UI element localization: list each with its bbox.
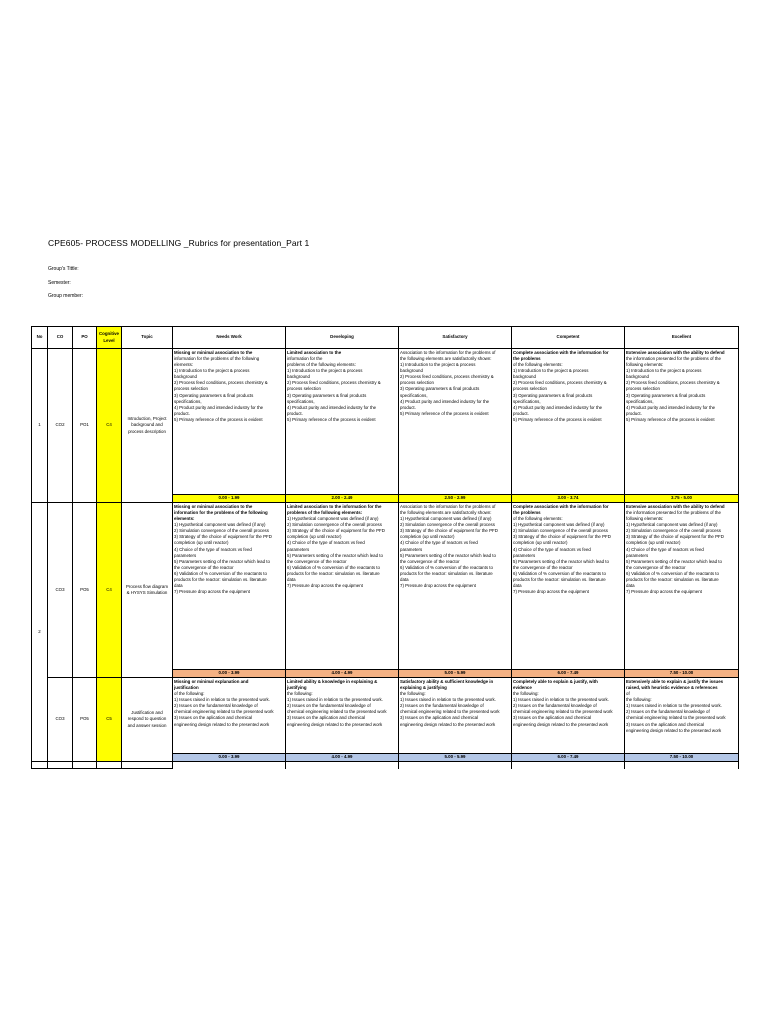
tail-cell <box>512 762 625 769</box>
description-line: 5) Parameters setting of the reactor which lead to <box>400 552 496 558</box>
description-line: elements: <box>174 362 194 368</box>
description-lead-line: elements: <box>174 516 195 522</box>
description-line: engineering design related to the presented work <box>400 721 496 727</box>
description-lead-line: evidence <box>513 685 532 691</box>
description-line: parameters <box>174 552 197 558</box>
description-line: data <box>626 583 635 589</box>
tail-cell <box>625 762 739 769</box>
description-line: 6) Validation of % conversion of the reactants to <box>174 570 267 576</box>
topic-cell <box>122 503 173 678</box>
header-cognitive-level <box>97 327 122 349</box>
description-lead-line: Limited association to the information for the <box>287 504 382 509</box>
co-cell: CO3 <box>48 503 73 678</box>
cognitive-level-cell: C4 <box>97 503 122 678</box>
description-line: 6) Validation of % conversion of the reactants to <box>287 564 380 570</box>
score-competent: 6.00 - 7.49 <box>512 754 625 762</box>
co-cell: CO2 <box>48 349 73 503</box>
excellent-description <box>625 349 739 495</box>
description-line: products for the reactor: simulation vs. literature <box>626 576 719 582</box>
row-number: 1 <box>32 349 48 503</box>
description-line: parameters <box>626 552 649 558</box>
description-line: 7) Pressure drop across the equipment <box>513 589 589 595</box>
description-lead-line: Completely able to explain & justify, with <box>513 679 598 684</box>
description-line: 3) Issues on the aplication and chemical <box>626 721 705 727</box>
description-lead-line: Extensive association with the ability to defend <box>626 350 725 355</box>
description-line: information for the problems of the following <box>174 356 260 362</box>
topic-line: process description <box>128 428 166 434</box>
description-lead-line: Limited association to the <box>287 350 342 355</box>
header-row <box>32 327 739 349</box>
po-cell: PO5 <box>73 503 97 678</box>
developing-description <box>286 678 399 754</box>
description-line: product. <box>400 404 416 410</box>
description-line: product. <box>287 410 303 416</box>
description-line: 3) Strategy of the choice of equipment for the PFD <box>174 534 272 540</box>
description-line: 6) Validation of % conversion of the reactants to <box>513 570 606 576</box>
competent-description <box>512 678 625 754</box>
description-line: problems of the following elements: <box>287 362 356 368</box>
description-lead-line: Extensively able to explain & justify the issues <box>626 679 724 684</box>
description-line: specifications, <box>513 398 541 404</box>
topic-line: & HYSYS Simulation <box>126 590 168 595</box>
satisfactory-description <box>399 503 512 670</box>
header-no: No <box>32 327 48 349</box>
description-line: 2) Issues on the fundamental knowledge of <box>626 709 710 715</box>
description-line: 5) Parameters setting of the reactor which lead to <box>513 558 609 564</box>
description-line: 3) Issues on the aplication and chemical <box>287 715 366 721</box>
description-line: 1) Hypothetical component was defined (if any) <box>287 516 379 522</box>
description-line: product. <box>626 410 642 416</box>
score-needs-work: 0.00 - 3.99 <box>173 670 286 678</box>
description-line: 5) Primary reference of the process is evident <box>400 410 489 416</box>
description-line: the convergence of the reactor <box>174 564 234 570</box>
description-line: 3) Operating parameters & final products <box>174 392 254 398</box>
description-line: chemical engineering related to the presented work <box>174 709 274 715</box>
header-cognitive-line-1: Cognitive <box>98 331 119 337</box>
needs-work-description <box>173 678 286 754</box>
description-line: 2) Process feed conditions, process chemistry & <box>174 380 268 386</box>
rubric-table <box>31 326 739 769</box>
description-lead-line: Missing or minimal association to the <box>174 350 253 355</box>
score-excellent: 7.50 - 10.00 <box>625 754 739 762</box>
description-line: 4) Product purity and intended industry for the <box>174 404 264 410</box>
description-line: engineering design related to the presented work <box>174 721 270 727</box>
description-line: products for the reactor: simulation vs. literature <box>174 576 267 582</box>
description-line: chemical engineering related to the presented work <box>513 709 613 715</box>
tail-cell <box>399 762 512 769</box>
description-line: data <box>287 576 296 582</box>
description-line: 4) Choice of the type of reactors vs feed <box>287 540 365 546</box>
score-needs-work: 0.00 - 3.99 <box>173 754 286 762</box>
description-line: 6) Validation of % conversion of the reactants to <box>400 564 493 570</box>
description-line: 5) Primary reference of the process is evident <box>513 416 602 422</box>
developing-description <box>286 503 399 670</box>
description-line: 2) Process feed conditions, process chemistry & <box>400 374 494 380</box>
description-line: 2) Issues on the fundamental knowledge of <box>174 703 258 709</box>
description-lead-line: justifying <box>287 685 307 691</box>
competent-description <box>512 349 625 495</box>
score-needs-work: 0.00 - 1.99 <box>173 495 286 503</box>
description-line: the information presented for the problems of the <box>626 356 721 362</box>
description-line: 5) Parameters setting of the reactor which lead to <box>626 558 722 564</box>
criteria-row-3 <box>32 678 739 754</box>
needs-work-description <box>173 349 286 495</box>
description-line: process selection <box>626 386 660 392</box>
po-cell: PO1 <box>73 349 97 503</box>
tail-cell <box>97 762 122 769</box>
description-line: data <box>400 576 409 582</box>
description-line: 2) Simulation convergence of the overall process <box>174 528 269 534</box>
tail-cell <box>73 762 97 769</box>
description-line: specifications, <box>287 398 315 404</box>
score-excellent: 3.75 - 5.00 <box>625 495 739 503</box>
score-competent: 6.00 - 7.49 <box>512 670 625 678</box>
description-line: chemical engineering related to the presented work <box>400 709 500 715</box>
score-developing: 2.00 - 2.49 <box>286 495 399 503</box>
tail-cell <box>122 762 173 769</box>
description-line: 5) Primary reference of the process is evident <box>287 416 376 422</box>
header-developing: Developing <box>286 327 399 349</box>
description-line: 3) Operating parameters & final products <box>513 392 593 398</box>
description-line: 4) Choice of the type of reactors vs feed <box>400 540 478 546</box>
description-line: specifications, <box>400 392 428 398</box>
description-line: product. <box>174 410 190 416</box>
description-line: process selection <box>287 386 321 392</box>
score-developing: 4.00 - 4.99 <box>286 754 399 762</box>
description-line: 3) Operating parameters & final products <box>287 392 367 398</box>
description-lead-line: explaining & justifying <box>400 685 447 691</box>
description-line: 2) Process feed conditions, process chemistry & <box>287 380 381 386</box>
excellent-description <box>625 678 739 754</box>
description-line: parameters <box>513 552 536 558</box>
topic-cell <box>122 678 173 762</box>
description-line: of the following elements: <box>513 516 563 522</box>
description-line: 4) Product purity and intended industry for the <box>400 398 490 404</box>
description-line: products for the reactor: simulation vs. literature <box>400 570 493 576</box>
header-cognitive-line-2: Level <box>103 337 115 343</box>
score-satisfactory: 5.00 - 5.99 <box>399 670 512 678</box>
satisfactory-description <box>399 678 512 754</box>
description-line: Association to the information for the problems of <box>400 350 496 355</box>
description-line: 1) Issues raised in relation to the presented work. <box>513 697 609 703</box>
co-cell: CO3 <box>48 678 73 762</box>
description-line: process selection <box>174 386 208 392</box>
header-needs-work: Needs Work <box>173 327 286 349</box>
description-line: background <box>626 374 649 380</box>
description-line: 5) Primary reference of the process is evident <box>174 416 263 422</box>
po-cell: PO5 <box>73 678 97 762</box>
description-line: 3) Strategy of the choice of equipment for the PFD <box>626 534 724 540</box>
description-line: 1) Introduction to the project & process <box>626 368 702 374</box>
description-line: following elements: <box>626 362 664 368</box>
description-line: 1) Issues raised in relation to the presented work. <box>287 697 383 703</box>
description-line: 2) Simulation convergence of the overall process <box>400 522 495 528</box>
description-line: 2) Issues on the fundamental knowledge of <box>513 703 597 709</box>
description-line: 1) Introduction to the project & process <box>287 368 363 374</box>
description-lead-line: the problems <box>513 356 541 362</box>
description-line: Association to the information for the problems of <box>400 504 496 509</box>
group-member-label: Group member: <box>48 293 84 299</box>
description-line: background <box>287 374 310 380</box>
description-line: 3) Strategy of the choice of equipment for the PFD <box>287 528 385 534</box>
description-line: 1) Issues raised in relation to the presented work. <box>400 697 496 703</box>
description-line: the following: <box>400 691 426 697</box>
description-line: completion (up until reactor) <box>626 540 681 546</box>
description-lead-line: Missing or minimal association to the <box>174 504 253 509</box>
description-line: 3) Issues on the aplication and chemical <box>513 715 592 721</box>
competent-description <box>512 503 625 670</box>
description-line: of the following: <box>174 691 205 697</box>
description-line: 4) Product purity and intended industry for the <box>287 404 377 410</box>
developing-description <box>286 349 399 495</box>
score-developing: 4.00 - 4.99 <box>286 670 399 678</box>
description-line: the following elements are satisfactorily shown: <box>400 510 492 516</box>
description-line: the following: <box>513 691 539 697</box>
description-line: 1) Issues raised in relation to the presented work. <box>626 703 722 709</box>
header-co: CO <box>48 327 73 349</box>
description-line: 1) Issues raised in relation to the presented work. <box>174 697 270 703</box>
description-lead-line: Complete association with the information for <box>513 504 609 509</box>
description-line: 3) Strategy of the choice of equipment for the PFD <box>513 534 611 540</box>
description-line: 1) Hypothetical component was defined (if any) <box>626 522 718 528</box>
description-lead-line: Extensive association with the ability to defend <box>626 504 725 509</box>
description-lead-line: raised, with heuristic evidence & references <box>626 685 718 691</box>
tail-cell <box>173 762 286 769</box>
description-line: 3) Operating parameters & final products <box>400 386 480 392</box>
cognitive-level-cell: C5 <box>97 678 122 762</box>
tail-cell <box>48 762 73 769</box>
description-line: 5) Primary reference of the process is evident <box>626 416 715 422</box>
description-line: 1) Introduction to the project & process <box>400 362 476 368</box>
description-line: background <box>400 368 423 374</box>
semester-label: Semester: <box>48 280 71 286</box>
description-line: completion (up until reactor) <box>174 540 229 546</box>
topic-cell <box>122 349 173 503</box>
description-line: 5) Parameters setting of the reactor which lead to <box>174 558 270 564</box>
topic-line: Justification and <box>131 710 163 716</box>
description-line: specifications, <box>174 398 202 404</box>
description-line: engineering design related to the presented work <box>513 721 609 727</box>
description-line: engineering design related to the presented work <box>287 721 383 727</box>
description-line: parameters <box>287 546 310 552</box>
description-line: the convergence of the reactor <box>287 558 347 564</box>
description-line: 2) Issues on the fundamental knowledge of <box>287 703 371 709</box>
page-title: CPE605- PROCESS MODELLING _Rubrics for presentation_Part 1 <box>48 238 310 248</box>
description-line: the following elements are satisfactorily shown: <box>400 356 492 362</box>
description-lead-line: justification <box>174 685 199 691</box>
satisfactory-description <box>399 349 512 495</box>
description-line: parameters <box>400 546 423 552</box>
description-line: 4) Product purity and intended industry for the <box>513 404 603 410</box>
description-line: 2) Process feed conditions, process chemistry & <box>513 380 607 386</box>
description-line: 7) Pressure drop across the equipment <box>287 583 363 589</box>
description-line: 2) Issues on the fundamental knowledge of <box>400 703 484 709</box>
score-excellent: 7.50 - 10.00 <box>625 670 739 678</box>
description-line: the convergence of the reactor <box>626 564 686 570</box>
description-line: completion (up until reactor) <box>287 534 342 540</box>
description-line: completion (up until reactor) <box>400 534 455 540</box>
description-line: 1) Introduction to the project & process <box>174 368 250 374</box>
table-tail-row <box>32 762 739 769</box>
header-po: PO <box>73 327 97 349</box>
description-line: 1) Hypothetical component was defined (if any) <box>174 522 266 528</box>
description-line: 7) Pressure drop across the equipment <box>626 589 702 595</box>
description-line: 4) Product purity and intended industry for the <box>626 404 716 410</box>
description-line: 3) Issues on the aplication and chemical <box>174 715 253 721</box>
description-line: the information presented for the problems of the <box>626 510 721 516</box>
header-satisfactory: Satisfactory <box>399 327 512 349</box>
header-excellent: Excellent <box>625 327 739 349</box>
criteria-row-2 <box>32 503 739 670</box>
description-line: products for the reactor: simulation vs. literature <box>287 570 380 576</box>
header-competent: Competent <box>512 327 625 349</box>
description-lead-line: Satisfactory ability & sufficient knowledge in <box>400 679 494 684</box>
description-line: information for the <box>287 356 323 362</box>
description-line: 3) Strategy of the choice of equipment for the PFD <box>400 528 498 534</box>
header-topic: Topic <box>122 327 173 349</box>
description-line: of <box>626 691 630 697</box>
description-lead-line: Missing or minimal explanation and <box>174 679 249 684</box>
description-line: following elements: <box>626 516 664 522</box>
description-lead-line: information for the problems of the following <box>174 510 268 516</box>
description-line: 1) Hypothetical component was defined (if any) <box>400 516 492 522</box>
description-lead-line: problems of the following elements: <box>287 510 363 516</box>
description-line: 2) Simulation convergence of the overall process <box>626 528 721 534</box>
description-line: 1) Hypothetical component was defined (if any) <box>513 522 605 528</box>
description-line: 4) Choice of the type of reactors vs feed <box>626 546 704 552</box>
topic-line: Introduction, Project <box>127 416 167 422</box>
description-line: 1) Introduction to the project & process <box>513 368 589 374</box>
score-competent: 3.00 - 3.74 <box>512 495 625 503</box>
description-line: 2) Simulation convergence of the overall process <box>287 522 382 528</box>
description-line: 2) Simulation convergence of the overall process <box>513 528 608 534</box>
topic-line: respond to question <box>127 716 167 722</box>
description-line: specifications, <box>626 398 654 404</box>
description-line: chemical engineering related to the presented work <box>626 715 726 721</box>
description-line: 7) Pressure drop across the equipment <box>174 589 250 595</box>
description-line: the following: <box>626 697 652 703</box>
description-line: background <box>174 374 197 380</box>
description-line: 7) Pressure drop across the equipment <box>400 583 476 589</box>
topic-line: Process flow diagram <box>126 583 168 589</box>
description-line: 4) Choice of the type of reactors vs feed <box>174 546 252 552</box>
description-line: background <box>513 374 536 380</box>
description-line: chemical engineering related to the presented work <box>287 709 387 715</box>
description-line: 3) Issues on the aplication and chemical <box>400 715 479 721</box>
topic-line: and answer session <box>127 722 167 728</box>
description-lead-line: Limited ability & knowledge in explaining & <box>287 679 378 684</box>
tail-cell <box>32 762 48 769</box>
row-number: 2 <box>32 503 48 762</box>
description-line: data <box>174 583 183 589</box>
description-line: 5) Parameters setting of the reactor which lead to <box>287 552 383 558</box>
description-line: the convergence of the reactor <box>400 558 460 564</box>
description-line: product. <box>513 410 529 416</box>
description-line: data <box>513 583 522 589</box>
description-line: of the following elements: <box>513 362 563 368</box>
excellent-description <box>625 503 739 670</box>
score-satisfactory: 5.00 - 5.99 <box>399 754 512 762</box>
needs-work-description <box>173 503 286 670</box>
description-line: engineering design related to the presented work <box>626 727 722 733</box>
description-line: process selection <box>513 386 547 392</box>
description-line: 3) Operating parameters & final products <box>626 392 706 398</box>
description-lead-line: Complete association with the information for <box>513 350 609 355</box>
description-line: 2) Process feed conditions, process chemistry & <box>626 380 720 386</box>
description-line: the convergence of the reactor <box>513 564 573 570</box>
group-title-label: Group's Tittle: <box>48 266 79 272</box>
topic-line: background and <box>131 422 163 428</box>
tail-cell <box>286 762 399 769</box>
description-line: completion (up until reactor) <box>513 540 568 546</box>
cognitive-level-cell: C4 <box>97 349 122 503</box>
description-line: products for the reactor: simulation vs. literature <box>513 576 606 582</box>
description-line: 6) Validation of % conversion of the reactants to <box>626 570 719 576</box>
description-line: 4) Choice of the type of reactors vs feed <box>513 546 591 552</box>
description-line: the following: <box>287 691 313 697</box>
description-line: process selection <box>400 380 434 386</box>
criteria-row-1 <box>32 349 739 495</box>
score-satisfactory: 2.50 - 2.99 <box>399 495 512 503</box>
description-lead-line: the problems <box>513 510 541 516</box>
